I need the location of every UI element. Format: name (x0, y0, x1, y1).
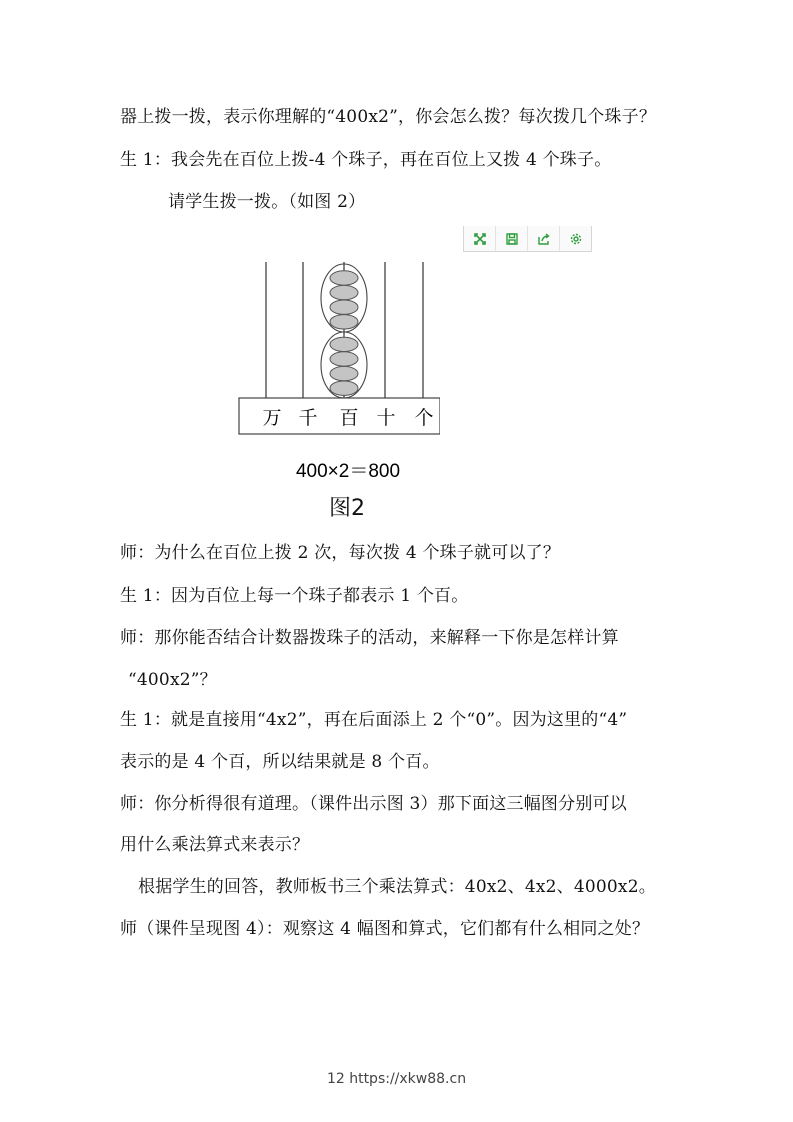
bead-3 (330, 300, 358, 314)
share-button[interactable] (528, 226, 560, 251)
bead-4 (330, 315, 358, 329)
share-icon (537, 232, 551, 246)
paragraph-9: 根据学生的回答，教师板书三个乘法算式：40x2、4x2、4000x2。 (138, 877, 656, 897)
image-toolbar (463, 226, 592, 252)
figure-caption: 图2 (329, 496, 365, 521)
paragraph-7: 生 1：就是直接用“4x2”，再在后面添上 2 个“0”。因为这里的“4” (120, 710, 628, 730)
save-button[interactable] (496, 226, 528, 251)
bead-7 (330, 366, 358, 380)
paragraph-1: 器上拨一拨，表示你理解的“400x2”，你会怎么拨？每次拨几个珠子？ (120, 107, 657, 127)
paragraph-6-cont: “400x2”？ (128, 670, 217, 690)
paragraph-5: 生 1：因为百位上每一个珠子都表示 1 个百。 (120, 586, 469, 606)
settings-button[interactable] (560, 226, 591, 251)
bead-2 (330, 285, 358, 299)
paragraph-8-cont: 用什么乘法算式来表示？ (120, 835, 310, 855)
paragraph-8: 师：你分析得很有道理。（课件出示图 3）那下面这三幅图分别可以 (120, 794, 627, 814)
paragraph-4: 师：为什么在百位上拨 2 次，每次拨 4 个珠子就可以了？ (120, 543, 561, 563)
expand-icon (473, 232, 487, 246)
paragraph-6: 师：那你能否结合计数器拨珠子的活动，来解释一下你是怎样计算 (120, 628, 619, 648)
paragraph-7-cont: 表示的是 4 个百，所以结果就是 8 个百。 (120, 752, 440, 772)
bead-8 (330, 381, 358, 395)
paragraph-10: 师（课件呈现图 4）：观察这 4 幅图和算式，它们都有什么相同之处？ (120, 919, 650, 939)
place-label-ten-thousands: 万 (262, 407, 282, 429)
bead-5 (330, 337, 358, 351)
place-label-hundreds: 百 (339, 407, 359, 429)
place-label-ones: 个 (414, 407, 434, 429)
place-label-thousands: 千 (298, 407, 318, 429)
settings-icon (569, 232, 583, 246)
save-icon (505, 232, 519, 246)
place-label-tens: 十 (376, 407, 396, 429)
paragraph-3: 请学生拨一拨。（如图 2） (168, 192, 366, 212)
expand-button[interactable] (464, 226, 496, 251)
figure-equation: 400×2＝800 (295, 461, 401, 482)
bead-6 (330, 352, 358, 366)
page-footer: 12 https://xkw88.cn (326, 1071, 467, 1087)
paragraph-2: 生 1：我会先在百位上拨-4 个珠子，再在百位上又拨 4 个珠子。 (120, 150, 612, 170)
bead-1 (330, 271, 358, 285)
counting-frame-figure (235, 258, 440, 488)
